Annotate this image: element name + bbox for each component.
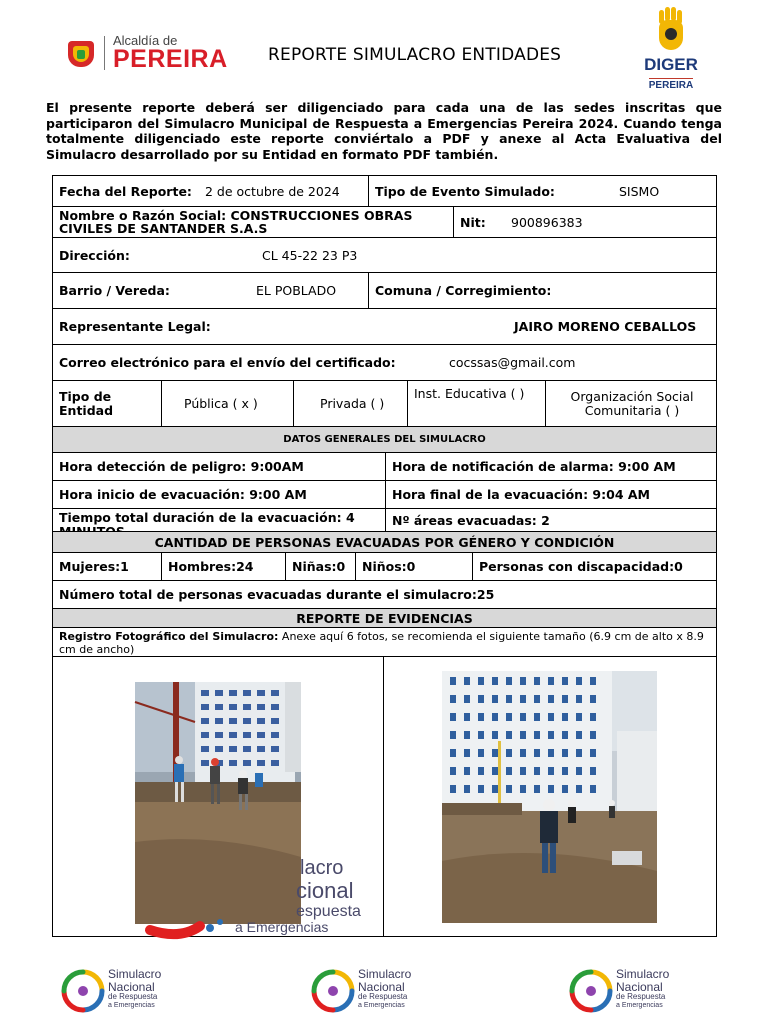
representante-value[interactable]: JAIRO MORENO CEBALLOS <box>514 319 697 334</box>
tipo-evento-value[interactable]: SISMO <box>619 183 660 199</box>
correo-label: Correo electrónico para el envío del certificado: <box>59 355 396 370</box>
footer-2-line2: Nacional <box>358 979 405 994</box>
footer-2-line1: Simulacro <box>358 967 412 981</box>
row-fecha <box>53 176 716 207</box>
row-nombre <box>53 207 716 238</box>
ninos-count: Niños:0 <box>362 559 416 574</box>
comuna-label: Comuna / Corregimiento: <box>375 283 552 298</box>
logo-left-small-text: Alcaldía de <box>113 33 178 48</box>
representante-label: Representante Legal: <box>59 319 211 334</box>
row-correo <box>53 345 716 381</box>
report-form <box>52 175 717 937</box>
tipo-entidad-label: Tipo de Entidad <box>59 388 114 418</box>
areas-evacuadas: Nº áreas evacuadas: 2 <box>392 512 550 528</box>
watermark-line3: espuesta <box>296 903 361 920</box>
publica-option[interactable]: Pública ( x ) <box>184 396 258 411</box>
row-datos-generales <box>53 427 716 453</box>
row-tipo-entidad <box>53 381 716 427</box>
row-cantidad-header <box>53 532 716 553</box>
ninas-count: Niñas:0 <box>292 559 346 574</box>
row-registro <box>53 628 716 657</box>
registro-label: Registro Fotográfico del Simulacro: <box>59 630 279 643</box>
logo-left-big-text: PEREIRA <box>113 45 228 73</box>
hora-inicio: Hora inicio de evacuación: 9:00 AM <box>59 487 307 502</box>
footer-3-line1: Simulacro <box>616 967 670 981</box>
footer-3-line3: de Respuesta <box>616 992 666 1002</box>
diger-text: DIGER <box>644 55 698 74</box>
footer-1-line1: Simulacro <box>108 967 162 981</box>
datos-generales-header: DATOS GENERALES DEL SIMULACRO <box>283 434 486 445</box>
mujeres-count: Mujeres:1 <box>59 559 129 574</box>
alcaldia-pereira-logo <box>68 30 228 76</box>
watermark-line2: cional <box>296 878 354 903</box>
footer-1-line2: Nacional <box>108 979 155 994</box>
row-hora-inicio <box>53 481 716 509</box>
hombres-count: Hombres:24 <box>168 559 254 574</box>
row-evidencias-header <box>53 609 716 628</box>
row-hora-deteccion <box>53 453 716 481</box>
hora-deteccion: Hora detección de peligro: 9:00AM <box>59 459 304 474</box>
page-title: REPORTE SIMULACRO ENTIDADES <box>268 45 562 65</box>
tipo-evento-label: Tipo de Evento Simulado: <box>375 183 555 199</box>
watermark-line1: lacro <box>300 857 344 879</box>
row-representante <box>53 309 716 345</box>
correo-value[interactable]: cocssas@gmail.com <box>449 355 576 370</box>
hora-notificacion: Hora de notificación de alarma: 9:00 AM <box>392 459 676 474</box>
nit-label: Nit: <box>460 214 486 230</box>
simulacro-watermark <box>150 850 361 940</box>
cantidad-header: CANTIDAD DE PERSONAS EVACUADAS POR GÉNERO Y CONDICIÓN <box>154 534 615 550</box>
watermark-line4: a Emergencias <box>235 919 329 935</box>
simulacro-swirl-icon <box>310 968 356 1014</box>
footer-1-line3: de Respuesta <box>108 992 158 1002</box>
page-header <box>0 0 768 95</box>
org-social-option[interactable]: Organización Social Comunitaria ( ) <box>570 388 694 418</box>
nit-value[interactable]: 900896383 <box>511 214 583 230</box>
pereira-crest-icon <box>68 37 94 69</box>
diger-logo <box>636 10 706 91</box>
direccion-value[interactable]: CL 45-22 23 P3 <box>262 247 358 263</box>
simulacro-swirl-icon <box>60 968 106 1014</box>
registro-text: Anexe aquí 6 fotos, se recomienda el siguiente tamaño (6.9 cm de alto x 8.9 cm de ancho) <box>59 630 704 656</box>
barrio-label: Barrio / Vereda: <box>59 283 170 298</box>
row-barrio <box>53 273 716 309</box>
hora-final: Hora final de la evacuación: 9:04 AM <box>392 487 650 502</box>
row-direccion <box>53 238 716 273</box>
hand-icon <box>655 10 687 54</box>
footer-2-line4: a Emergencias <box>358 1001 405 1009</box>
discapacidad-count: Personas con discapacidad:0 <box>479 559 683 574</box>
direccion-label: Dirección: <box>59 247 130 263</box>
row-genero <box>53 553 716 581</box>
nombre-label: Nombre o Razón Social: CONSTRUCCIONES OBRAS CIVILES DE SANTANDER S.A.S <box>59 208 413 236</box>
footer-1-line4: a Emergencias <box>108 1001 155 1009</box>
row-total-personas <box>53 581 716 609</box>
footer-3-line4: a Emergencias <box>616 1001 663 1009</box>
footer-2-line3: de Respuesta <box>358 992 408 1002</box>
total-personas: Número total de personas evacuadas durante el simulacro:25 <box>59 587 495 602</box>
fecha-label: Fecha del Reporte: <box>59 183 192 199</box>
evidencias-header: REPORTE DE EVIDENCIAS <box>296 610 473 626</box>
evidence-photo-2[interactable] <box>442 671 657 923</box>
footer-logo-3 <box>568 962 688 1018</box>
inst-educativa-option[interactable]: Inst. Educativa ( ) <box>414 386 525 401</box>
intro-paragraph: El presente reporte deberá ser diligenciado para cada una de las sedes inscritas que participaron del Simulacro Municipal de Respuesta a Emergencias Pereira 2024. Cuando tenga totalmente diligenciado este reporte conviértalo a PDF y anexe al Acta Evaluativa del Simulacro desarrollado por su Entidad en formato PDF también. <box>46 100 722 162</box>
tiempo-total: Tiempo total duración de la evacuación: 4 <box>59 510 355 525</box>
footer-logo-1 <box>60 962 180 1018</box>
diger-sub-text: PEREIRA <box>648 80 694 91</box>
privada-option[interactable]: Privada ( ) <box>320 396 385 411</box>
footer-3-line2: Nacional <box>616 979 663 994</box>
fecha-value[interactable]: 2 de octubre de 2024 <box>205 183 340 199</box>
footer-logo-2 <box>310 962 430 1018</box>
simulacro-swirl-icon <box>568 968 614 1014</box>
row-tiempo-total <box>53 509 716 532</box>
barrio-value[interactable]: EL POBLADO <box>256 283 337 298</box>
